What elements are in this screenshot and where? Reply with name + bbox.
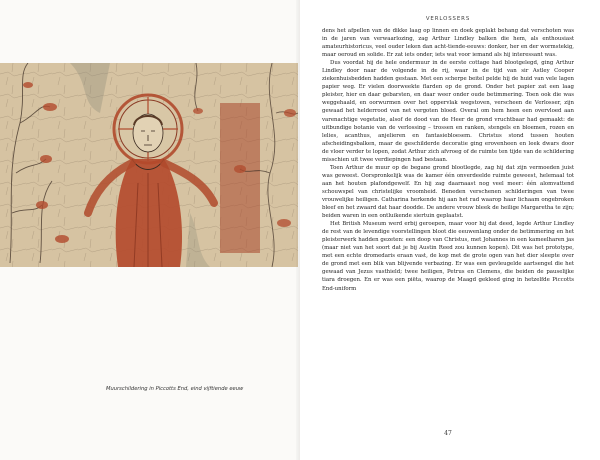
page-number: 47	[444, 430, 452, 437]
wall-painting-image	[0, 63, 298, 267]
paragraph: Dus voordat hij de hele ondermuur in de eerste cottage had blootgelegd, ging Arthur Lindley door naar de volgende in de rij, waar in de tijd van sir Astley Cooper ziekenhuisbedden hadden gestaan. Met een scherpe beitel pelde hij de huid van vele lagen papier weg. Er vielen doorweekte flarden op de grond. Onder het papier zat een laag pleister, hier en daar gebarsten, en daar weer onder oude betimmering. Toen ook die was weggehaald, en oorwurmen over het oppervlak wegstoven, verscheen de Verlosser, zijn gewaad het helderrood van net vergoten bloed. Overal om hem heen een overvloed aan varenachtige vegetatie, alsof de dood van de Heer de grond vruchtbaar had gemaakt: de uitbundige botanie van de verlossing – trossen en ranken, stengels en bloemen, rozen en lelies, acanthus, anjelieren en fantasiebloesem. Christus stond tussen houten afscheidingsbalken, maar de geschilderde decoratie ging erovenheen en leek dwars door de vloer verder te lopen, zodat Arthur zich afvroeg of de ruimte ten tijde van de schildering misschien uit twee verdiepingen had bestaan.	[322, 60, 574, 163]
image-caption: Muurschildering in Piccotts End, eind vijftiende eeuw	[106, 386, 244, 392]
paragraph: Toen Arthur de muur op de begane grond blootlegde, zag hij dat zijn vermoeden juist was geweest. Oorspronkelijk was de kamer één onverdeelde ruimte geweest, helemaal tot aan het houten plafondgewelf. En hij zag daarnaast nog veel meer: één alomvattend schouwspel van christelijke vroomheid. Beneden verschenen schilderingen van twee vrouwelijke heiligen. Catharina herkende hij aan het rad waarop haar lichaam ongebroken bleef en het zwaard dat haar doodde. De andere vrouw bleek de heilige Margaretha te zijn; beiden waren in een ontluikende siertuin geplaatst.	[322, 164, 574, 220]
running-head: VERLOSSERS	[425, 16, 471, 22]
paragraph: dens het afpellen van de dikke laag op linnen en doek geplakt behang dat verschoten was in de jaren van verwaarlozing, zag Arthur Lindley balken die hem, als enthousiast amateurhistoricus, veel ouder leken dan acht-tiende-eeuws: donker, her en der wormstekig, maar oeroud en solide. Er zat iets onder, iets wat voor iemand als hij interessant was.	[322, 28, 574, 59]
body-text	[322, 27, 574, 293]
paragraph: Het British Museum werd erbij geroepen, maar voor hij dat deed, legde Arthur Lindley de rest van de levendige voorstellingen bloot die eeuwenlang onder de betimmering en het pleisterwerk hadden gezeten: een doop van Christus, met Johannes in een kameelharen jas (maar niet van het soort dat je bij Austin Reed zou kunnen kopen). Dit was het prototype, met een echte dromedaris eraan vast, de kop met de grote ogen van het dier sleepte over de grond met een blik van blijvende verbazing. Er was een gevleugelde aartsengel die het gewaad van Jezus vasthield; twee heiligen, Petrus en Clemens, die beiden de pauselijke tiara droegen. En er was een piëta, waarop de Maagd gekleed ging in hetzelfde Piccotts End-uniform	[322, 221, 574, 292]
